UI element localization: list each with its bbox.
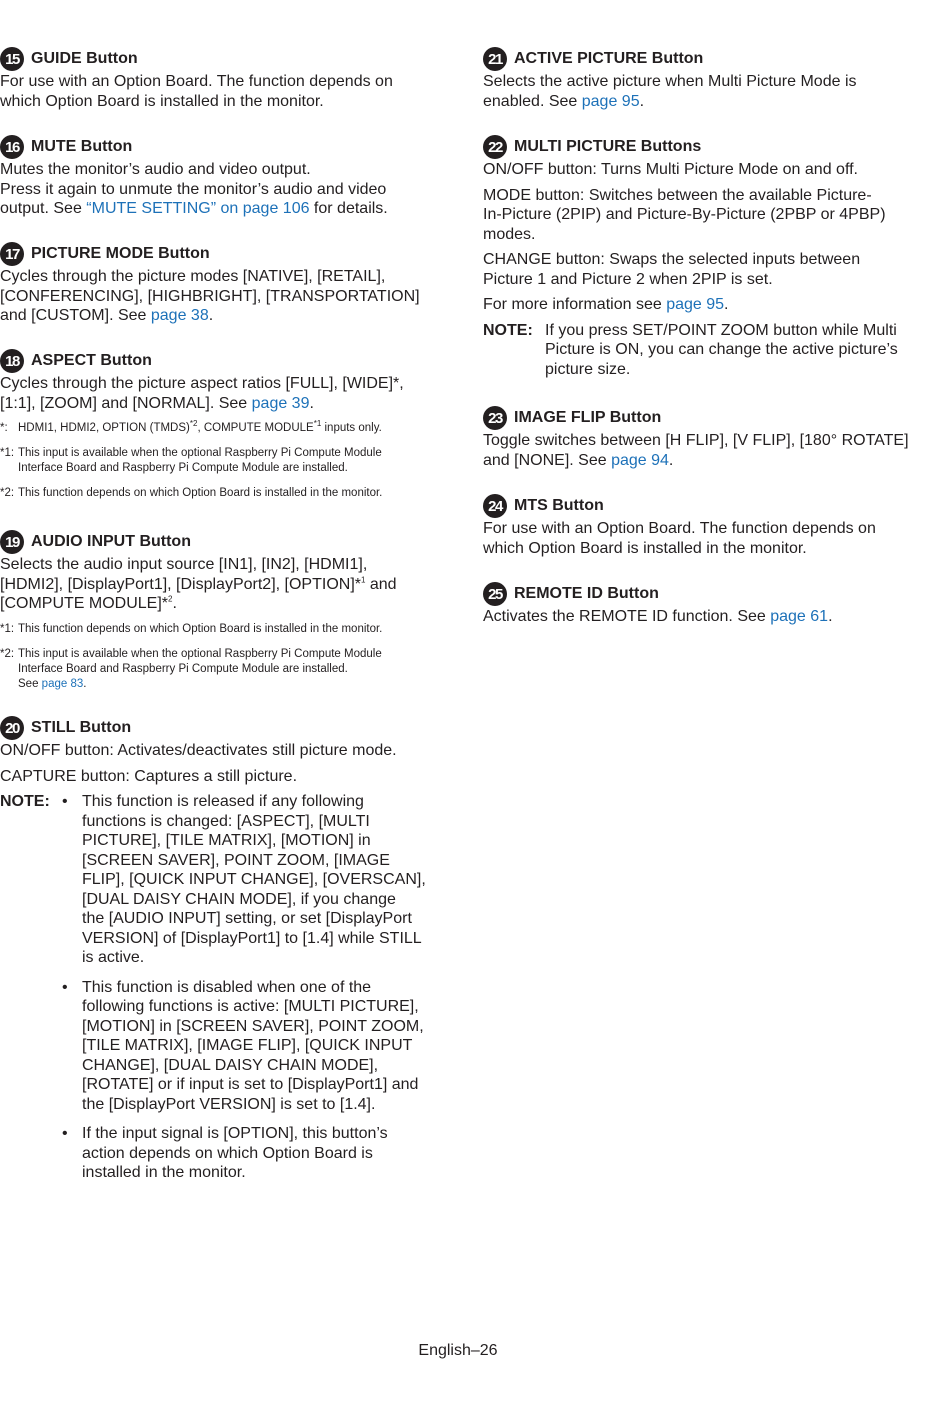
bullet-line: the [AUDIO INPUT] setting, or set [DisplayPort bbox=[82, 910, 412, 927]
section-title: STILL Button bbox=[31, 719, 132, 736]
section-title: PICTURE MODE Button bbox=[31, 245, 210, 262]
footnote-mark: *2: bbox=[0, 487, 15, 499]
number-badge: 15 bbox=[0, 47, 24, 71]
note-line: picture size. bbox=[545, 360, 631, 378]
bullet-line: installed in the monitor. bbox=[82, 1164, 246, 1181]
bullet-mark: • bbox=[62, 793, 68, 810]
page-link[interactable]: “MUTE SETTING” on page 106 bbox=[86, 200, 310, 217]
number-badge: 22 bbox=[483, 135, 507, 159]
footnote bbox=[0, 446, 440, 476]
bullet-line: This function is disabled when one of the bbox=[82, 978, 372, 996]
bullet-line: action depends on which Option Board is bbox=[82, 1144, 373, 1162]
footnote-text: HDMI1, HDMI2, OPTION (TMDS)$^{*2}$, COMPUTE MODULE$^{*1}$ inputs only. bbox=[18, 419, 382, 434]
body-line: and [NONE]. See page 94. bbox=[483, 451, 674, 469]
body-line: MODE button: Switches between the available Picture- bbox=[483, 186, 872, 204]
body-line: CAPTURE button: Captures a still picture. bbox=[0, 767, 298, 785]
bullet-line: This function is released if any following bbox=[82, 793, 364, 810]
body-line: which Option Board is installed in the monitor. bbox=[483, 539, 807, 557]
note-label: NOTE: bbox=[483, 321, 533, 339]
page-link[interactable]: page 38 bbox=[150, 307, 209, 324]
body-line: Toggle switches between [H FLIP], [V FLIP], [180° ROTATE] bbox=[483, 432, 909, 449]
section-mute-button bbox=[0, 135, 440, 219]
body-line: For use with an Option Board. The function depends on bbox=[483, 520, 876, 537]
body-line: ON/OFF button: Turns Multi Picture Mode on and off. bbox=[483, 161, 858, 178]
note-label: NOTE: bbox=[0, 793, 50, 810]
footnote-mark: *: bbox=[0, 422, 8, 434]
page-link[interactable]: page 39 bbox=[251, 394, 310, 412]
bullet-line: [TILE MATRIX], [IMAGE FLIP], [QUICK INPUT bbox=[82, 1037, 413, 1054]
section-multi-picture-buttons bbox=[483, 135, 923, 379]
note-bullet bbox=[62, 978, 440, 1115]
body-line: ON/OFF button: Activates/deactivates still picture mode. bbox=[0, 742, 397, 759]
section-title: MULTI PICTURE Buttons bbox=[514, 138, 702, 155]
bullet-line: is active. bbox=[82, 949, 145, 966]
body-line: For more information see page 95. bbox=[483, 296, 729, 313]
section-title: MTS Button bbox=[514, 497, 604, 514]
page-link[interactable]: page 61 bbox=[770, 608, 829, 625]
body-line: Press it again to unmute the monitor’s audio and video bbox=[0, 180, 387, 198]
number-badge: 20 bbox=[0, 716, 24, 740]
section-mts-button bbox=[483, 494, 923, 558]
body-line: CHANGE button: Swaps the selected inputs between bbox=[483, 251, 861, 268]
section-title: ASPECT Button bbox=[31, 352, 152, 369]
footnote-mark: *1: bbox=[0, 447, 15, 459]
number-badge: 23 bbox=[483, 406, 507, 430]
number-badge: 19 bbox=[0, 530, 24, 554]
footnote-mark: *1: bbox=[0, 622, 15, 635]
body-line: Cycles through the picture aspect ratios [FULL], [WIDE]*, bbox=[0, 375, 404, 392]
section-still-button bbox=[0, 716, 440, 1183]
bullet-line: VERSION] of [DisplayPort1] to [1.4] while STILL bbox=[82, 929, 422, 947]
body-line: which Option Board is installed in the monitor. bbox=[0, 92, 324, 110]
body-line: enabled. See page 95. bbox=[483, 92, 645, 110]
body-line: Activates the REMOTE ID function. See page 61. bbox=[483, 608, 833, 625]
body-line: Cycles through the picture modes [NATIVE], [RETAIL], bbox=[0, 268, 386, 285]
footnote bbox=[0, 486, 440, 501]
footnote-mark: *2: bbox=[0, 647, 15, 660]
page-link[interactable]: page 95 bbox=[581, 92, 640, 110]
body-line: output. See “MUTE SETTING” on page 106 for details. bbox=[0, 200, 388, 217]
note-bullet bbox=[62, 1124, 440, 1183]
number-badge: 21 bbox=[483, 47, 507, 71]
footnote-text: This input is available when the optional Raspberry Pi Compute Module Interface Board and Raspberry Pi Compute Module are installed. bbox=[18, 447, 382, 474]
note-bullet bbox=[62, 792, 440, 968]
number-badge: 24 bbox=[483, 494, 507, 518]
page-link[interactable]: page 95 bbox=[666, 296, 725, 313]
body-line: Picture 1 and Picture 2 when 2PIP is set. bbox=[483, 270, 773, 288]
bullet-line: [DUAL DAISY CHAIN MODE], if you change bbox=[82, 890, 396, 908]
bullet-mark: • bbox=[62, 978, 68, 996]
note-block bbox=[0, 792, 440, 1183]
section-audio-input-button bbox=[0, 530, 440, 692]
bullet-line: the [DisplayPort VERSION] is set to [1.4]. bbox=[82, 1095, 376, 1113]
section-picture-mode-button bbox=[0, 242, 440, 326]
page-link[interactable]: page 94 bbox=[611, 451, 669, 469]
section-title: ACTIVE PICTURE Button bbox=[514, 50, 704, 67]
body-line: In-Picture (2PIP) and Picture-By-Picture (2PBP or 4PBP) bbox=[483, 206, 886, 223]
section-image-flip-button bbox=[483, 406, 923, 470]
footnote bbox=[0, 647, 440, 692]
bullet-line: [SCREEN SAVER], POINT ZOOM, [IMAGE bbox=[82, 851, 390, 869]
page-link[interactable]: page 83 bbox=[41, 677, 84, 690]
body-line: [COMPUTE MODULE]*$^2$. bbox=[0, 594, 177, 612]
section-title: MUTE Button bbox=[31, 138, 133, 155]
body-line: [CONFERENCING], [HIGHBRIGHT], [TRANSPORTATION] bbox=[0, 287, 420, 305]
section-title: REMOTE ID Button bbox=[514, 585, 659, 602]
section-title: AUDIO INPUT Button bbox=[31, 533, 191, 550]
note-block bbox=[483, 321, 923, 380]
note-line: Picture is ON, you can change the active picture’s bbox=[545, 341, 898, 358]
section-active-picture-button bbox=[483, 47, 923, 111]
bullet-line: CHANGE], [DUAL DAISY CHAIN MODE], bbox=[82, 1056, 379, 1074]
body-line: modes. bbox=[483, 225, 536, 243]
body-line: Selects the active picture when Multi Picture Mode is bbox=[483, 73, 857, 90]
body-line: and [CUSTOM]. See page 38. bbox=[0, 307, 214, 324]
body-line: Mutes the monitor’s audio and video output. bbox=[0, 161, 311, 178]
footnote-text: This input is available when the optional Raspberry Pi Compute Module Interface Board and Raspberry Pi Compute Module are installed. See page 83. bbox=[18, 647, 382, 690]
note-bullets bbox=[62, 792, 440, 1183]
section-title: GUIDE Button bbox=[31, 50, 138, 67]
body-line: For use with an Option Board. The function depends on bbox=[0, 73, 393, 90]
note-line: If you press SET/POINT ZOOM button while Multi bbox=[545, 321, 897, 339]
bullet-line: FLIP], [QUICK INPUT CHANGE], [OVERSCAN], bbox=[82, 871, 426, 888]
number-badge: 18 bbox=[0, 349, 24, 373]
footnote-text: This function depends on which Option Board is installed in the monitor. bbox=[18, 487, 383, 499]
bullet-line: If the input signal is [OPTION], this button’s bbox=[82, 1125, 388, 1142]
number-badge: 16 bbox=[0, 135, 24, 159]
body-line: [1:1], [ZOOM] and [NORMAL]. See page 39. bbox=[0, 394, 314, 412]
bullet-line: functions is changed: [ASPECT], [MULTI bbox=[82, 812, 370, 830]
section-remote-id-button bbox=[483, 582, 923, 627]
bullet-line: following functions is active: [MULTI PICTURE], bbox=[82, 998, 419, 1015]
section-guide-button bbox=[0, 47, 440, 111]
bullet-line: PICTURE], [TILE MATRIX], [MOTION] in bbox=[82, 832, 371, 849]
footnote bbox=[0, 622, 440, 637]
number-badge: 25 bbox=[483, 582, 507, 606]
body-line: [HDMI2], [DisplayPort1], [DisplayPort2], [OPTION]*$^1$ and bbox=[0, 575, 397, 593]
footnote bbox=[0, 421, 440, 436]
section-title: IMAGE FLIP Button bbox=[514, 409, 662, 426]
footnote-text: This function depends on which Option Board is installed in the monitor. bbox=[18, 622, 383, 635]
bullet-line: [MOTION] in [SCREEN SAVER], POINT ZOOM, bbox=[82, 1017, 424, 1035]
page-number: English–26 bbox=[418, 1342, 498, 1359]
body-line: Selects the audio input source [IN1], [IN2], [HDMI1], bbox=[0, 556, 368, 573]
number-badge: 17 bbox=[0, 242, 24, 266]
bullet-mark: • bbox=[62, 1125, 68, 1142]
bullet-line: [ROTATE] or if input is set to [DisplayPort1] and bbox=[82, 1076, 419, 1093]
section-aspect-button bbox=[0, 349, 440, 501]
